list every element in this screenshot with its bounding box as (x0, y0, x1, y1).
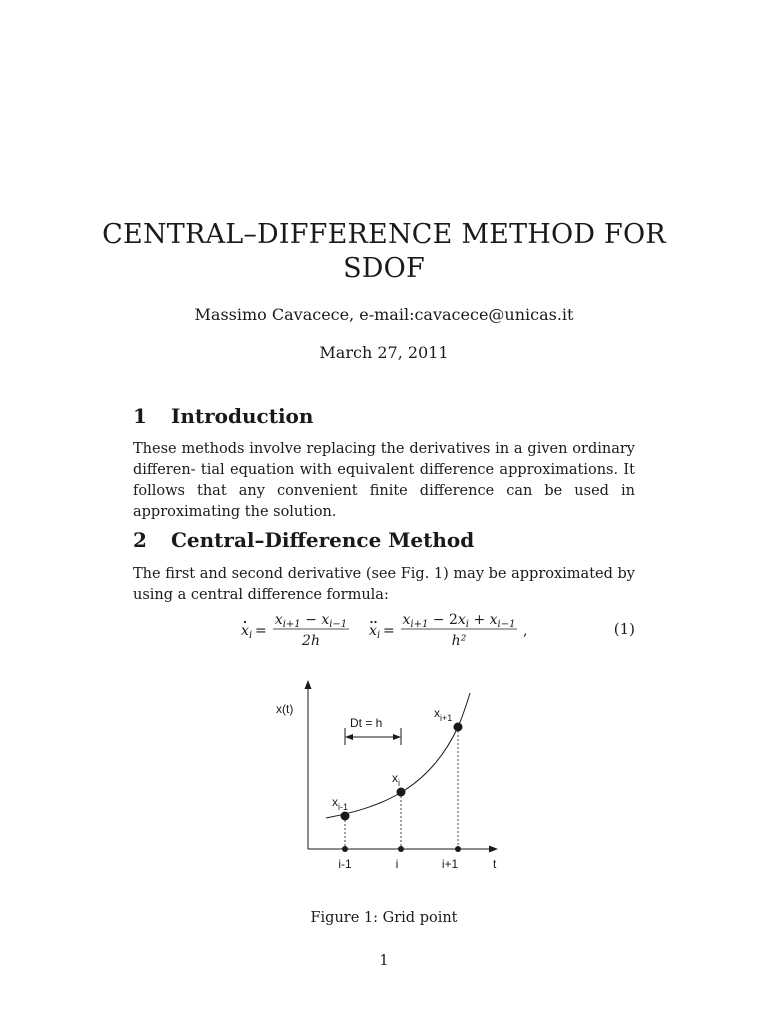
equals-sign: = (383, 623, 395, 639)
first-derivative-lhs: x (241, 623, 249, 639)
point-i-plus-1 (454, 723, 463, 732)
point-i (397, 788, 406, 797)
first-derivative-denominator: 2h (302, 633, 320, 649)
tick-label-i: i (395, 857, 399, 871)
step-arrow-right (393, 734, 401, 740)
dot-accent (374, 621, 376, 623)
tick-label-i-plus-1: i+1 (441, 857, 459, 871)
second-derivative-denominator: h² (451, 633, 467, 649)
dot-accent (244, 621, 246, 623)
date-line: March 27, 2011 (319, 343, 449, 362)
paper-title (0, 218, 768, 286)
tick-point-i-minus-1 (342, 846, 348, 852)
x-axis-label: t (493, 857, 497, 871)
point-label-i-plus-1: $x_{i+1}$ (434, 706, 453, 723)
grid-point-figure (270, 675, 510, 875)
tick-label-i-minus-1: i-1 (338, 857, 352, 871)
title-line-1: CENTRAL–DIFFERENCE METHOD FOR (102, 219, 666, 250)
second-derivative-numerator: $x_{i+1} - 2x_i + x_{i-1}$ (402, 612, 516, 630)
equals-sign: = (255, 623, 267, 639)
point-label-i-minus-1: $x_{i-1}$ (332, 795, 349, 812)
section-heading-introduction (133, 404, 313, 428)
author-line: Massimo Cavacece, e-mail:cavacece@unicas.it (194, 305, 574, 324)
x-axis-arrow (489, 846, 498, 853)
section-number: 1 (133, 404, 147, 428)
subscript-i: i (377, 630, 381, 641)
y-axis-label: x(t) (276, 702, 294, 716)
section-number: 2 (133, 528, 147, 552)
first-derivative-numerator: $x_{i+1} - x_{i-1}$ (274, 612, 348, 630)
dot-accent (370, 621, 372, 623)
step-arrow-left (345, 734, 353, 740)
equation-1 (133, 610, 635, 650)
equation-math (133, 610, 553, 650)
equation-number: (1) (613, 620, 635, 638)
tick-point-i-plus-1 (455, 846, 461, 852)
section-title: Introduction (171, 404, 314, 428)
y-axis-arrow (305, 680, 312, 689)
second-derivative-lhs: x (369, 623, 377, 639)
subscript-i: i (249, 630, 253, 641)
tick-point-i (398, 846, 404, 852)
point-label-i: $x_i$ (392, 771, 400, 788)
step-label: Dt = h (350, 716, 383, 730)
section-title: Central–Difference Method (171, 528, 475, 552)
comma: , (523, 623, 528, 639)
section-heading-central-difference (133, 528, 474, 552)
figure-caption: Figure 1: Grid point (310, 910, 458, 926)
title-line-2: SDOF (343, 253, 425, 284)
central-difference-paragraph: The first and second derivative (see Fig. 1) may be approximated by using a central difference formula: (133, 566, 635, 603)
point-i-minus-1 (341, 812, 350, 821)
introduction-paragraph: These methods involve replacing the derivatives in a given ordinary differen- tial equation with equivalent difference approximations. It follows that any convenient finite difference can be used in approximating the solution. (133, 441, 635, 520)
page-number: 1 (379, 953, 389, 969)
function-curve (326, 693, 470, 818)
